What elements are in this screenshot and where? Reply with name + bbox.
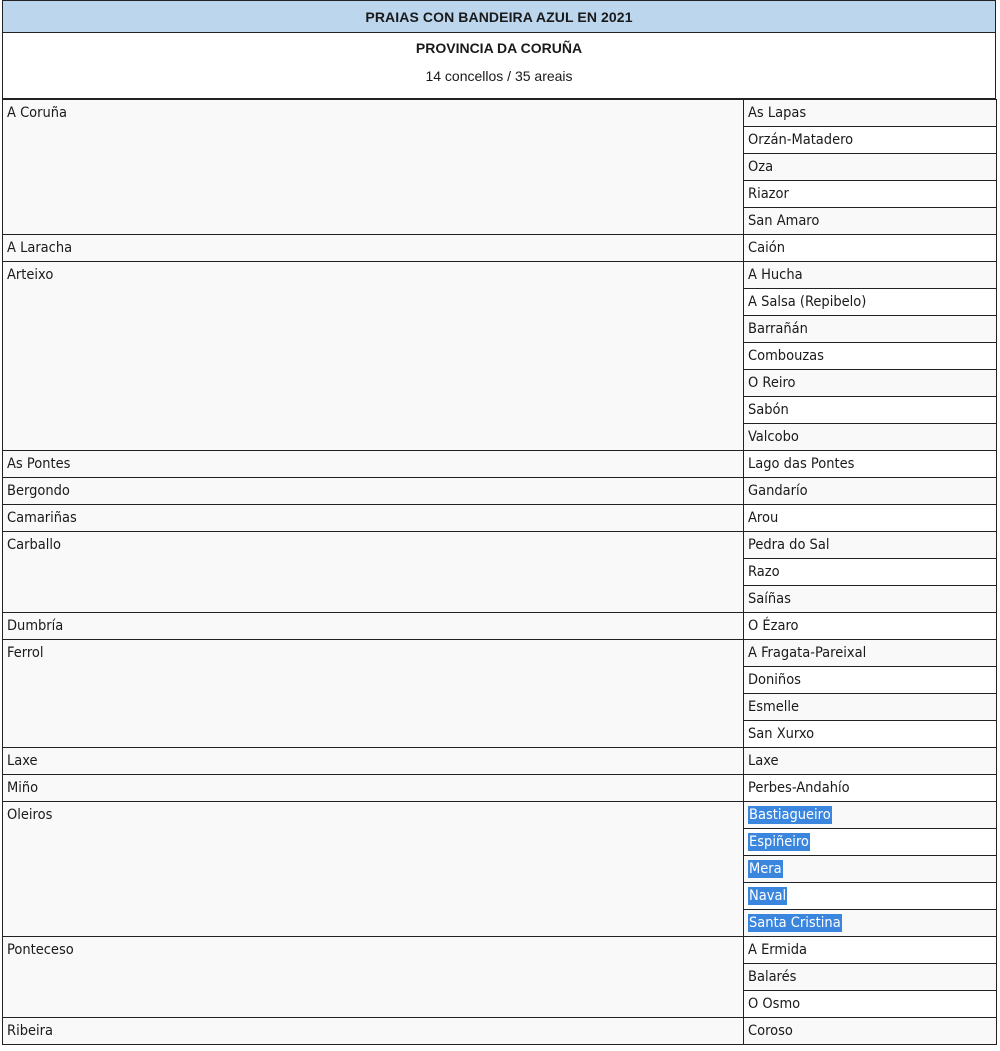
beach-cell: Caión bbox=[744, 235, 997, 262]
beach-cell: Perbes-Andahío bbox=[744, 775, 997, 802]
province-header bbox=[2, 33, 996, 99]
selected-beach-text[interactable]: Mera bbox=[749, 861, 782, 877]
concello-cell: Ferrol bbox=[3, 640, 744, 748]
table-row bbox=[3, 613, 997, 640]
concello-cell: Ponteceso bbox=[3, 937, 744, 1018]
beach-cell: San Amaro bbox=[744, 208, 997, 235]
beach-cell: A Salsa (Repibelo) bbox=[744, 289, 997, 316]
beach-cell: A Fragata-Pareixal bbox=[744, 640, 997, 667]
beach-cell: Balarés bbox=[744, 964, 997, 991]
beach-cell: O Ézaro bbox=[744, 613, 997, 640]
beach-cell: A Hucha bbox=[744, 262, 997, 289]
province-name: PROVINCIA DA CORUÑA bbox=[415, 40, 583, 56]
selected-beach-text[interactable]: Espiñeiro bbox=[749, 834, 809, 850]
concello-cell: Bergondo bbox=[3, 478, 744, 505]
beach-cell bbox=[744, 802, 997, 829]
beach-cell: Coroso bbox=[744, 1018, 997, 1045]
beach-cell: Combouzas bbox=[744, 343, 997, 370]
table-row bbox=[3, 235, 997, 262]
table-title bbox=[2, 0, 996, 33]
concello-cell: A Coruña bbox=[3, 100, 744, 235]
beach-cell bbox=[744, 856, 997, 883]
concello-cell: A Laracha bbox=[3, 235, 744, 262]
concello-cell: As Pontes bbox=[3, 451, 744, 478]
beach-cell: Valcobo bbox=[744, 424, 997, 451]
beach-cell: Riazor bbox=[744, 181, 997, 208]
table-title-text: PRAIAS CON BANDEIRA AZUL EN 2021 bbox=[365, 8, 633, 25]
beach-cell: O Osmo bbox=[744, 991, 997, 1018]
concello-cell: Ribeira bbox=[3, 1018, 744, 1045]
concello-cell: Miño bbox=[3, 775, 744, 802]
table-row bbox=[3, 748, 997, 775]
beach-cell: As Lapas bbox=[744, 100, 997, 127]
beach-cell: Doniños bbox=[744, 667, 997, 694]
beach-cell bbox=[744, 883, 997, 910]
table-row bbox=[3, 478, 997, 505]
table-row bbox=[3, 505, 997, 532]
table-row bbox=[3, 532, 997, 559]
table-row bbox=[3, 802, 997, 829]
table-row bbox=[3, 451, 997, 478]
concello-cell: Oleiros bbox=[3, 802, 744, 937]
selected-beach-text[interactable]: Bastiagueiro bbox=[749, 807, 831, 823]
beach-cell: O Reiro bbox=[744, 370, 997, 397]
beach-cell: Pedra do Sal bbox=[744, 532, 997, 559]
beach-cell: Oza bbox=[744, 154, 997, 181]
beach-cell: San Xurxo bbox=[744, 721, 997, 748]
province-summary: 14 concellos / 35 areais bbox=[425, 68, 573, 84]
beach-cell: Laxe bbox=[744, 748, 997, 775]
beaches-table-body bbox=[3, 100, 997, 1045]
table-row bbox=[3, 100, 997, 127]
beach-cell bbox=[744, 829, 997, 856]
beach-cell: Razo bbox=[744, 559, 997, 586]
concello-cell: Laxe bbox=[3, 748, 744, 775]
beach-cell: Arou bbox=[744, 505, 997, 532]
beach-cell bbox=[744, 910, 997, 937]
concello-cell: Camariñas bbox=[3, 505, 744, 532]
beach-cell: A Ermida bbox=[744, 937, 997, 964]
concello-cell: Carballo bbox=[3, 532, 744, 613]
concello-cell: Dumbría bbox=[3, 613, 744, 640]
beaches-table bbox=[2, 99, 997, 1045]
table-row bbox=[3, 775, 997, 802]
beach-cell: Barrañán bbox=[744, 316, 997, 343]
table-row bbox=[3, 640, 997, 667]
table-row bbox=[3, 262, 997, 289]
beach-cell: Orzán-Matadero bbox=[744, 127, 997, 154]
beach-cell: Lago das Pontes bbox=[744, 451, 997, 478]
beaches-document bbox=[2, 0, 996, 1045]
concello-cell: Arteixo bbox=[3, 262, 744, 451]
beach-cell: Sabón bbox=[744, 397, 997, 424]
table-row bbox=[3, 1018, 997, 1045]
beach-cell: Saíñas bbox=[744, 586, 997, 613]
beach-cell: Esmelle bbox=[744, 694, 997, 721]
table-row bbox=[3, 937, 997, 964]
selected-beach-text[interactable]: Naval bbox=[749, 888, 787, 904]
beach-cell: Gandarío bbox=[744, 478, 997, 505]
selected-beach-text[interactable]: Santa Cristina bbox=[749, 915, 841, 931]
